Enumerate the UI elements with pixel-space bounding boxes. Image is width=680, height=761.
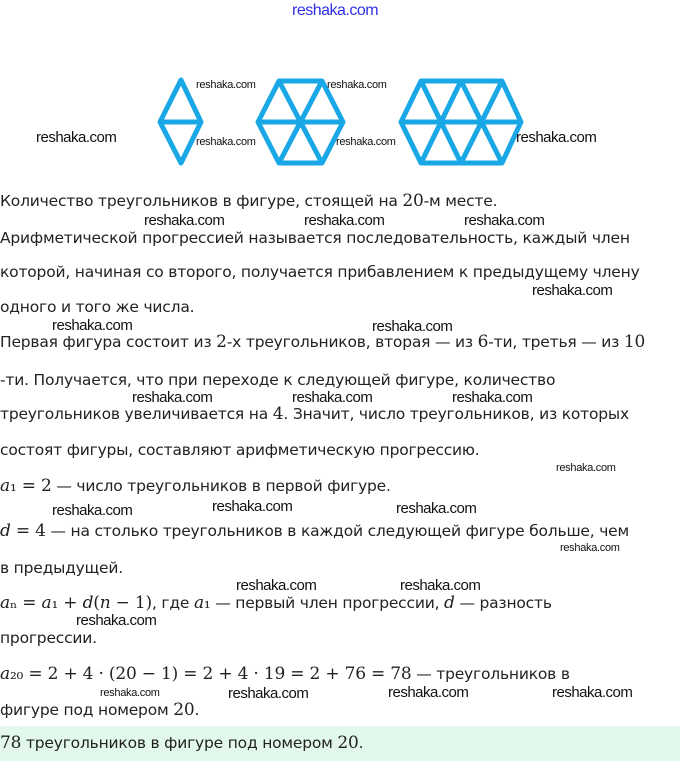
math-text: a	[0, 593, 10, 613]
math-text: 20	[337, 733, 359, 753]
text: треугольников увеличивается на	[0, 405, 273, 423]
paragraph-line	[0, 701, 199, 719]
text: — разность	[454, 594, 552, 612]
watermark: reshaka.com	[464, 212, 545, 229]
math-text: ₁ = 2	[9, 476, 52, 496]
math-text: a	[193, 593, 204, 613]
math-text: − 1)	[110, 593, 152, 613]
paragraph-line	[0, 263, 640, 281]
watermark: reshaka.com	[36, 129, 117, 146]
watermark: reshaka.com	[212, 498, 293, 515]
text: в предыдущей.	[0, 559, 123, 577]
text: — треугольников в	[411, 665, 570, 683]
math-text: ₁ +	[51, 593, 83, 613]
watermark: reshaka.com	[196, 79, 256, 91]
text: .	[358, 734, 364, 752]
math-text: = 4	[10, 521, 46, 541]
math-text: 20	[173, 700, 195, 720]
math-text: ₂₀ = 2 + 4 · (20 − 1) = 2 + 4 · 19 = 2 + 76 = 78	[9, 664, 412, 684]
math-text: 78	[0, 733, 22, 753]
watermark: reshaka.com	[400, 577, 481, 594]
math-text: 6	[477, 332, 489, 352]
triangle-figures	[0, 0, 680, 200]
math-text: ₁	[203, 593, 211, 613]
math-text: d	[444, 593, 455, 613]
watermark: reshaka.com	[52, 317, 133, 334]
figure-1	[160, 80, 201, 163]
watermark: reshaka.com	[144, 212, 225, 229]
text: -х треугольников, вторая — из	[226, 333, 478, 351]
text: — на столько треугольников в каждой следующей фигуре больше, чем	[45, 522, 630, 540]
answer-text	[0, 734, 363, 752]
text: . Значит, число треугольников, из которых	[283, 405, 629, 423]
watermark: reshaka.com	[552, 684, 633, 701]
paragraph-line	[0, 477, 391, 495]
answer-box	[0, 726, 680, 761]
watermark: reshaka.com	[452, 389, 533, 406]
math-text: a	[41, 593, 52, 613]
watermark: reshaka.com	[396, 500, 477, 517]
math-text: 10	[623, 332, 646, 352]
watermark: reshaka.com	[100, 687, 160, 699]
watermark: reshaka.com	[132, 389, 213, 406]
paragraph-line	[0, 405, 629, 423]
math-text: 4	[272, 404, 284, 424]
math-text: a	[0, 664, 10, 684]
paragraph-line	[0, 298, 194, 316]
paragraph-line	[0, 192, 497, 210]
math-text: d	[82, 593, 94, 613]
paragraph-line	[0, 665, 570, 683]
watermark: reshaka.com	[236, 577, 317, 594]
math-text: n	[99, 593, 111, 613]
text: — число треугольников в первой фигуре.	[51, 477, 391, 495]
watermark: reshaka.com	[560, 542, 620, 554]
text: состоят фигуры, составляют арифметическую прогрессию.	[0, 441, 480, 459]
paragraph-line	[0, 441, 480, 459]
text: прогрессии.	[0, 629, 97, 647]
paragraph-line	[0, 629, 97, 647]
watermark: reshaka.com	[372, 318, 453, 335]
paragraph-line	[0, 522, 629, 540]
text: , где	[151, 594, 194, 612]
text: -ти. Получается, что при переходе к следующей фигуре, количество	[0, 371, 556, 389]
paragraph-line	[0, 559, 123, 577]
text: -м месте.	[423, 192, 498, 210]
text: треугольников в фигуре под номером	[21, 734, 338, 752]
watermark: reshaka.com	[76, 612, 157, 629]
watermark: reshaka.com	[388, 684, 469, 701]
math-text: d	[0, 521, 11, 541]
watermark: reshaka.com	[52, 502, 133, 519]
watermark: reshaka.com	[556, 462, 616, 474]
watermark: reshaka.com	[516, 129, 597, 146]
text: одного и того же числа.	[0, 298, 195, 316]
math-text: (	[93, 593, 100, 613]
math-text: ₙ =	[9, 593, 42, 613]
text: Арифметической прогрессией называется последовательность, каждый член	[0, 229, 630, 247]
watermark: reshaka.com	[292, 2, 379, 19]
watermark: reshaka.com	[532, 282, 613, 299]
watermark: reshaka.com	[304, 212, 385, 229]
paragraph-line	[0, 371, 555, 389]
paragraph-line	[0, 594, 552, 612]
text: Первая фигура состоит из	[0, 333, 217, 351]
text: которой, начиная со второго, получается прибавлением к предыдущему члену	[0, 263, 640, 281]
text: -ти, третья — из	[488, 333, 624, 351]
watermark: reshaka.com	[292, 389, 373, 406]
math-text: 20	[402, 191, 424, 211]
text: Количество треугольников в фигуре, стоящей на	[0, 192, 403, 210]
watermark: reshaka.com	[336, 136, 396, 148]
watermark: reshaka.com	[196, 136, 256, 148]
text: — первый член прогрессии,	[210, 594, 445, 612]
text: фигуре под номером	[0, 701, 174, 719]
figure-2	[258, 81, 343, 163]
paragraph-line	[0, 229, 630, 247]
text: .	[194, 701, 200, 719]
watermark: reshaka.com	[228, 685, 309, 702]
figure-3	[401, 81, 521, 163]
math-text: 2	[216, 332, 227, 352]
math-text: a	[0, 476, 10, 496]
watermark: reshaka.com	[327, 79, 387, 91]
paragraph-line	[0, 333, 645, 351]
